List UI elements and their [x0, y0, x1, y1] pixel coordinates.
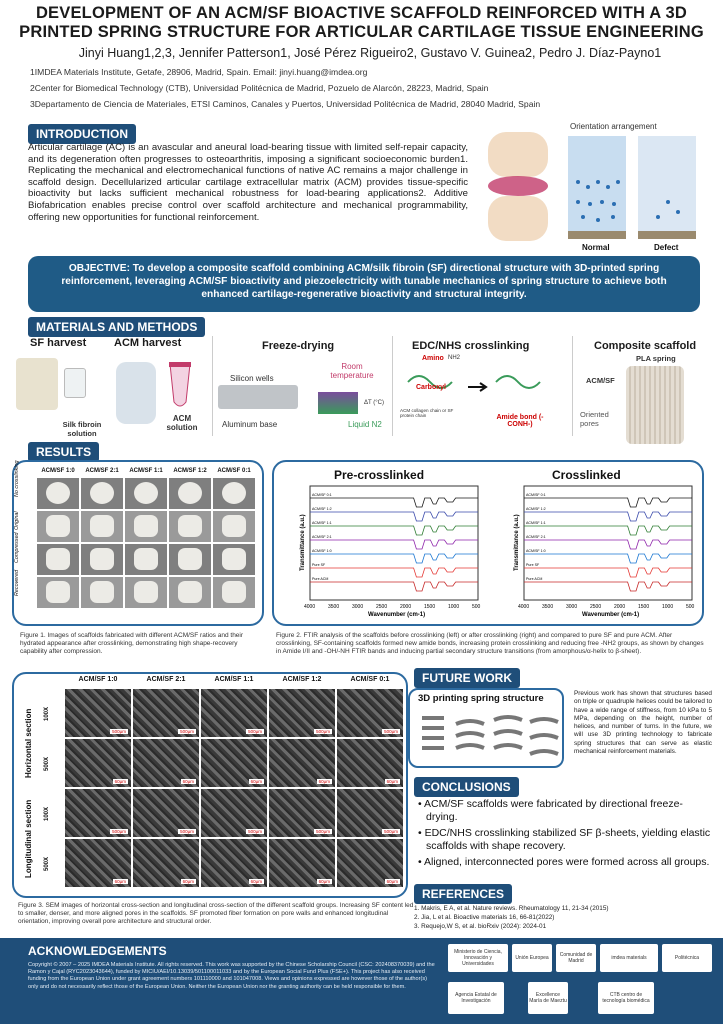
sem-image — [201, 839, 267, 887]
scale-bar: 500μm — [316, 729, 330, 734]
sem-section-label: Horizontal section — [24, 708, 33, 778]
scale-bar: 60μm — [182, 879, 194, 884]
funder-logo: Agencia Estatal de Investigación — [448, 982, 504, 1014]
sem-image — [65, 839, 131, 887]
ftir-series-label: ACM/SF 2:1 — [526, 535, 546, 539]
aluminum-base-label: Aluminum base — [222, 420, 278, 429]
sem-image — [201, 739, 267, 787]
scale-bar: 60μm — [318, 879, 330, 884]
ftir-series-line — [524, 526, 692, 535]
objective-box — [28, 256, 700, 312]
scale-bar: 60μm — [318, 779, 330, 784]
normal-label: Normal — [582, 243, 610, 252]
references-list — [414, 904, 714, 931]
sf-harvest-title: SF harvest — [30, 337, 87, 349]
ftir-tick-label: 1500 — [424, 604, 436, 610]
scaffold-photo — [37, 544, 79, 575]
future-subtitle: 3D printing spring structure — [418, 693, 544, 704]
silk-fibroin-vial — [64, 368, 86, 398]
figure-2-panel — [272, 460, 704, 626]
funder-logo: imdea materials — [600, 944, 658, 972]
ftir-tick-label: 2000 — [400, 604, 412, 610]
funder-logo: Ministerio de Ciencia, Innovación y Universidades — [448, 944, 508, 972]
ftir-series-label: Pure SF — [526, 563, 540, 567]
aluminum-plate — [218, 385, 298, 409]
scaffold-photo — [125, 478, 167, 509]
sem-image — [133, 839, 199, 887]
room-temperature-label: Room temperature — [330, 362, 374, 380]
joint-illustration — [478, 132, 703, 244]
ftir-x-axis-label: Wavenumber (cm-1) — [582, 612, 640, 618]
amino-label: Amino — [422, 355, 444, 362]
ftir-tick-label: 2500 — [590, 604, 602, 610]
scaffold-photo — [213, 577, 255, 608]
ftir-tick-label: 500 — [686, 604, 695, 610]
scale-bar: 60μm — [386, 779, 398, 784]
ftir-axes — [524, 486, 692, 600]
acm-harvest-title: ACM harvest — [114, 337, 182, 349]
spring-renderings — [414, 708, 562, 766]
sem-magnification-label: 500X — [44, 756, 50, 771]
funder-logo: Excellence María de Maeztu — [528, 982, 568, 1014]
sem-image — [337, 789, 403, 837]
funder-logo: Comunidad de Madrid — [556, 944, 596, 972]
ftir-series-label: ACM/SF 1:0 — [312, 549, 332, 553]
objective-label: OBJECTIVE — [68, 263, 127, 274]
silk-fibroin-label: Silk fibroin solution — [62, 420, 102, 438]
acm-solution-label: ACM solution — [166, 414, 198, 432]
scaffold-photo — [169, 577, 211, 608]
affiliation-2: 2Center for Biomedical Technology (CTB), Universidad Politécnica de Madrid, Pozuelo de Alarcón, 28223, Madrid, Spain — [30, 83, 489, 93]
pla-spring-label: PLA spring — [636, 354, 676, 363]
results-heading: RESULTS — [28, 442, 99, 462]
ftir-series-label: Pure ACM — [526, 577, 543, 581]
delta-t-label: ΔT (°C) — [364, 400, 384, 406]
edc-nhs-title: EDC/NHS crosslinking — [412, 340, 530, 352]
ftir-series-line — [524, 568, 692, 577]
sem-image — [337, 839, 403, 887]
ftir-series-label: ACM/SF 1:2 — [526, 507, 546, 511]
scaffold-photo — [213, 511, 255, 542]
conclusion-item: • Aligned, interconnected pores were formed across all groups. — [418, 856, 710, 868]
temperature-gradient — [318, 392, 358, 414]
carboxyl-label: Carboxyl — [416, 384, 446, 391]
acknowledgements-heading: ACKNOWLEDGEMENTS — [28, 944, 167, 958]
ftir-series-label: ACM/SF 0:1 — [312, 493, 332, 497]
ftir-tick-label: 1000 — [662, 604, 674, 610]
scaffold-photo — [169, 511, 211, 542]
scaffold-photo — [125, 577, 167, 608]
scale-bar: 60μm — [182, 779, 194, 784]
ftir-series-label: ACM/SF 1:0 — [526, 549, 546, 553]
authors: Jinyi Huang1,2,3, Jennifer Patterson1, José Pérez Rigueiro2, Gustavo V. Guinea2, Pedro J. Díaz-Payno1 — [78, 46, 662, 60]
ftir-left-title: Pre-crosslinked — [334, 468, 425, 482]
scaffold-photo — [169, 544, 211, 575]
orientation-figure — [478, 122, 703, 254]
sem-image — [269, 839, 335, 887]
composite-scaffold-title: Composite scaffold — [594, 340, 697, 352]
reference-item: 2. Jia, L et al. Bioactive materials 16, 66-81(2022) — [414, 914, 555, 921]
scale-bar: 60μm — [114, 779, 126, 784]
ftir-tick-label: 4000 — [518, 604, 530, 610]
sem-image — [65, 739, 131, 787]
ftir-series-line — [310, 540, 478, 549]
ftir-series-line — [310, 568, 478, 577]
scale-bar: 500μm — [180, 829, 194, 834]
poster-title — [10, 4, 713, 42]
ftir-tick-label: 1500 — [638, 604, 650, 610]
ratio-column-label: ACM/SF 1:2 — [173, 468, 207, 474]
ftir-series-line — [310, 512, 478, 521]
figure-1-caption: Figure 1. Images of scaffolds fabricated with different ACM/SF ratios and their hydrated appearance after crosslinking, demonstrating high shape-recovery capability after compression. — [20, 632, 244, 655]
figure-3-caption: Figure 3. SEM images of horizontal cross-section and longitudinal cross-section of the different scaffold groups. Increasing SF content led to smaller, denser, and more aligned pores in the scaffolds. SF promoted fiber formation on pore walls and enhanced longitudinal orientation, improving overall pore architecture and structural order. — [18, 902, 414, 925]
sem-magnification-label: 100X — [44, 806, 50, 821]
divider — [212, 336, 213, 436]
future-work-heading: FUTURE WORK — [414, 668, 520, 688]
ftir-series-line — [524, 512, 692, 521]
sem-image — [65, 689, 131, 737]
scaffold-image-grid — [14, 459, 260, 624]
sem-image — [133, 739, 199, 787]
sem-image — [133, 689, 199, 737]
scaffold-photo — [213, 544, 255, 575]
scale-bar: 500μm — [248, 829, 262, 834]
sem-image — [201, 789, 267, 837]
affiliation-3: 3Departamento de Ciencia de Materiales, ETSI Caminos, Canales y Puertos, Universidad Politécnica de Madrid, 28040 Madrid, Spain — [30, 99, 541, 109]
sem-image — [133, 789, 199, 837]
ratio-column-label: ACM/SF 1:1 — [129, 468, 163, 474]
ftir-series-label: Pure ACM — [312, 577, 329, 581]
row-label: No crosslinking — [14, 459, 20, 497]
sem-image — [65, 789, 131, 837]
ftir-right-title: Crosslinked — [552, 468, 621, 482]
ftir-tick-label: 3500 — [328, 604, 340, 610]
ftir-series-label: ACM/SF 1:1 — [526, 521, 546, 525]
scale-bar: 500μm — [384, 729, 398, 734]
funder-logos — [448, 944, 716, 1020]
sem-image — [269, 789, 335, 837]
divider — [572, 336, 573, 436]
ftir-series-line — [524, 540, 692, 549]
silk-cocoons-image — [16, 358, 58, 410]
ftir-tick-label: 500 — [472, 604, 481, 610]
sem-image — [201, 689, 267, 737]
ftir-series-label: Pure SF — [312, 563, 326, 567]
scaffold-photo — [81, 478, 123, 509]
sem-image — [337, 739, 403, 787]
scaffold-photo — [213, 478, 255, 509]
ftir-series-line — [310, 554, 478, 563]
ftir-y-axis-label: Transmittance (a.u.) — [300, 514, 306, 571]
ftir-series-line — [310, 582, 478, 591]
funder-logo: Politécnica — [662, 944, 712, 972]
title-line-1: DEVELOPMENT OF AN ACM/SF BIOACTIVE SCAFFOLD REINFORCED WITH A 3D — [35, 4, 688, 22]
chain-note: ACM collagen chain or SF protein chain — [400, 408, 454, 418]
sem-magnification-label: 100X — [44, 706, 50, 721]
acm-tube-icon — [166, 362, 194, 410]
sem-column-label: ACM/SF 1:1 — [214, 676, 254, 683]
conclusion-item: • EDC/NHS crosslinking stabilized SF β-sheets, yielding elastic scaffolds with shape recovery. — [418, 827, 711, 852]
ratio-column-label: ACM/SF 1:0 — [41, 468, 75, 474]
amide-bond-label: Amide bond (-CONH-) — [496, 414, 544, 428]
nh2-label: NH2 — [448, 355, 461, 361]
ratio-column-label: ACM/SF 0:1 — [217, 468, 251, 474]
scale-bar: 60μm — [250, 879, 262, 884]
scaffold-photo — [125, 544, 167, 575]
scaffold-photo — [37, 511, 79, 542]
scale-bar: 500μm — [112, 829, 126, 834]
reference-item: 1. Makris, E A, et al. Nature reviews. Rheumatology 11, 21-34 (2015) — [414, 905, 609, 912]
row-label: Compressed — [14, 531, 20, 563]
ftir-axes — [310, 486, 478, 600]
ftir-tick-label: 3000 — [566, 604, 578, 610]
title-line-2: PRINTED SPRING STRUCTURE FOR ARTICULAR CARTILAGE TISSUE ENGINEERING — [19, 23, 704, 41]
scaffold-photo — [81, 511, 123, 542]
silicon-wells-label: Silicon wells — [230, 374, 274, 383]
row-label: Original — [14, 510, 20, 530]
knee-joint-image — [116, 362, 156, 424]
sem-column-label: ACM/SF 2:1 — [146, 676, 186, 683]
figure-3-panel — [12, 672, 408, 898]
sem-section-label: Longitudinal section — [24, 799, 33, 878]
scaffold-photo — [37, 478, 79, 509]
ftir-x-axis-label: Wavenumber (cm-1) — [368, 612, 426, 618]
ftir-series-line — [310, 526, 478, 535]
row-label: Recovered — [14, 569, 20, 596]
oriented-pores-label: Oriented pores — [580, 410, 609, 428]
future-text: Previous work has shown that structures based on triple or quadruple helices could be tailored to have a wide range of stiffness, from 10 kPa to 5 MPa, depending on the height, number of helices, and number of turns. In the future, we will use 3D printing technology to fabricate spring structures that can serve as elastic mechanical reinforcement materials. — [574, 690, 712, 756]
sem-image — [269, 689, 335, 737]
scaffold-photo — [125, 511, 167, 542]
sem-image — [337, 689, 403, 737]
ratio-column-label: ACM/SF 2:1 — [85, 468, 119, 474]
scale-bar: 500μm — [248, 729, 262, 734]
ftir-series-label: ACM/SF 1:2 — [312, 507, 332, 511]
reference-item: 3. Requejo,W S, et al. bioRxiv (2024): 2024-01 — [414, 923, 547, 930]
objective-text: : To develop a composite scaffold combining ACM/silk fibroin (SF) directional structure with 3D-printed spring reinforcement, leveraging ACM/SF bioactivity and piezoelectricity with tunable mechanics of spring structure to achieve both enhanced cartilage-regenerative bioactivity and structural integrity. — [61, 263, 667, 300]
conclusions-list — [416, 798, 712, 872]
ftir-series-label: ACM/SF 2:1 — [312, 535, 332, 539]
scale-bar: 500μm — [112, 729, 126, 734]
ftir-series-label: ACM/SF 1:1 — [312, 521, 332, 525]
sem-grid — [14, 674, 406, 896]
scale-bar: 60μm — [114, 879, 126, 884]
ftir-series-line — [310, 498, 478, 507]
freeze-drying-title: Freeze-drying — [262, 340, 335, 352]
ftir-series-line — [524, 498, 692, 507]
introduction-text: Articular cartilage (AC) is an avascular and aneural load-bearing tissue with limited self-repair capacity, and its degeneration often progresses to osteoarthritis, imposing a significant socioeconomic burden1. Replicating the mechanical and electromechanical functions of native AC remains a major challenge in scaffold design. Decellularized articular cartilage extracellular matrix (ACM) provides tissue-specific bioactivity but lacks sufficient mechanical robustness for load-bearing applications2. Additive Biofabrication enables precise control over scaffold architecture and mechanical programmability, offering new opportunities for functional reinforcement. — [28, 142, 468, 223]
affiliation-1: 1IMDEA Materials Institute, Getafe, 28906, Madrid, Spain. Email: jinyi.huang@imdea.org — [30, 67, 368, 77]
references-heading: REFERENCES — [414, 884, 512, 904]
ftir-tick-label: 4000 — [304, 604, 316, 610]
ftir-y-axis-label: Transmittance (a.u.) — [514, 514, 520, 571]
ftir-series-label: ACM/SF 0:1 — [526, 493, 546, 497]
spring-structure-panel — [408, 688, 564, 768]
scaffold-photo — [81, 577, 123, 608]
acm-sf-label: ACM/SF — [586, 376, 615, 385]
figure-1-panel — [12, 460, 264, 626]
scaffold-photo — [37, 577, 79, 608]
composite-scaffold-image — [626, 366, 684, 444]
scaffold-photo — [169, 478, 211, 509]
ftir-series-line — [524, 582, 692, 591]
conclusion-item: • ACM/SF scaffolds were fabricated by directional freeze-drying. — [418, 798, 683, 823]
scaffold-photo — [81, 544, 123, 575]
scale-bar: 500μm — [316, 829, 330, 834]
ftir-tick-label: 1000 — [448, 604, 460, 610]
ftir-tick-label: 2500 — [376, 604, 388, 610]
funder-logo: CTB centro de tecnología biomédica — [598, 982, 654, 1014]
sem-column-label: ACM/SF 1:2 — [282, 676, 322, 683]
ftir-tick-label: 3000 — [352, 604, 364, 610]
defect-label: Defect — [654, 243, 679, 252]
funder-logo: Unión Europea — [512, 944, 552, 972]
sem-magnification-label: 500X — [44, 856, 50, 871]
introduction-heading: INTRODUCTION — [28, 124, 136, 144]
divider — [392, 336, 393, 436]
figure-2-caption: Figure 2. FTIR analysis of the scaffolds before crosslinking (left) or after crosslinking (right) and compared to pure SF and pure ACM. After crosslinking, SF-containing scaffolds formed new amide bonds, increasing protein crosslinking and reducing free -NH2 groups, as shown by changes in Amide I/II and -OH/-NH FTIR bands and inducing partial secondary structure transitions (from amorphous/α-helix to β-sheet). — [276, 632, 704, 655]
scale-bar: 60μm — [386, 879, 398, 884]
ftir-tick-label: 2000 — [614, 604, 626, 610]
conclusions-heading: CONCLUSIONS — [414, 777, 519, 797]
sem-image — [269, 739, 335, 787]
ftir-tick-label: 3500 — [542, 604, 554, 610]
sem-column-label: ACM/SF 0:1 — [350, 676, 390, 683]
scale-bar: 500μm — [384, 829, 398, 834]
liquid-n2-label: Liquid N2 — [348, 420, 382, 429]
sem-column-label: ACM/SF 1:0 — [78, 676, 118, 683]
scale-bar: 500μm — [180, 729, 194, 734]
ftir-series-line — [524, 554, 692, 563]
acknowledgements-text: Copyright © 2007 – 2025 IMDEA Materials Institute. All rights reserved. This work was supported by the Chinese Scholarship Council (CSC: 202408370039) and the Ramon y Cajal (RYC2023043644), funded by MICIU/AEI/10.13039/501100011033 and by the European Social Fund Plus (FSE+). This project has also received funding from the European Union under grant agreement numbers 101110000 and 101047008. Views and opinions expressed are however those of the author(s) only and do not necessarily reflect those of the European Union. Neither the European Union nor the granting authority can be held responsible for them. — [28, 962, 435, 990]
orientation-figure-title: Orientation arrangement — [570, 122, 657, 131]
scale-bar: 60μm — [250, 779, 262, 784]
methods-heading: MATERIALS AND METHODS — [28, 317, 205, 337]
ftir-charts — [274, 462, 702, 624]
